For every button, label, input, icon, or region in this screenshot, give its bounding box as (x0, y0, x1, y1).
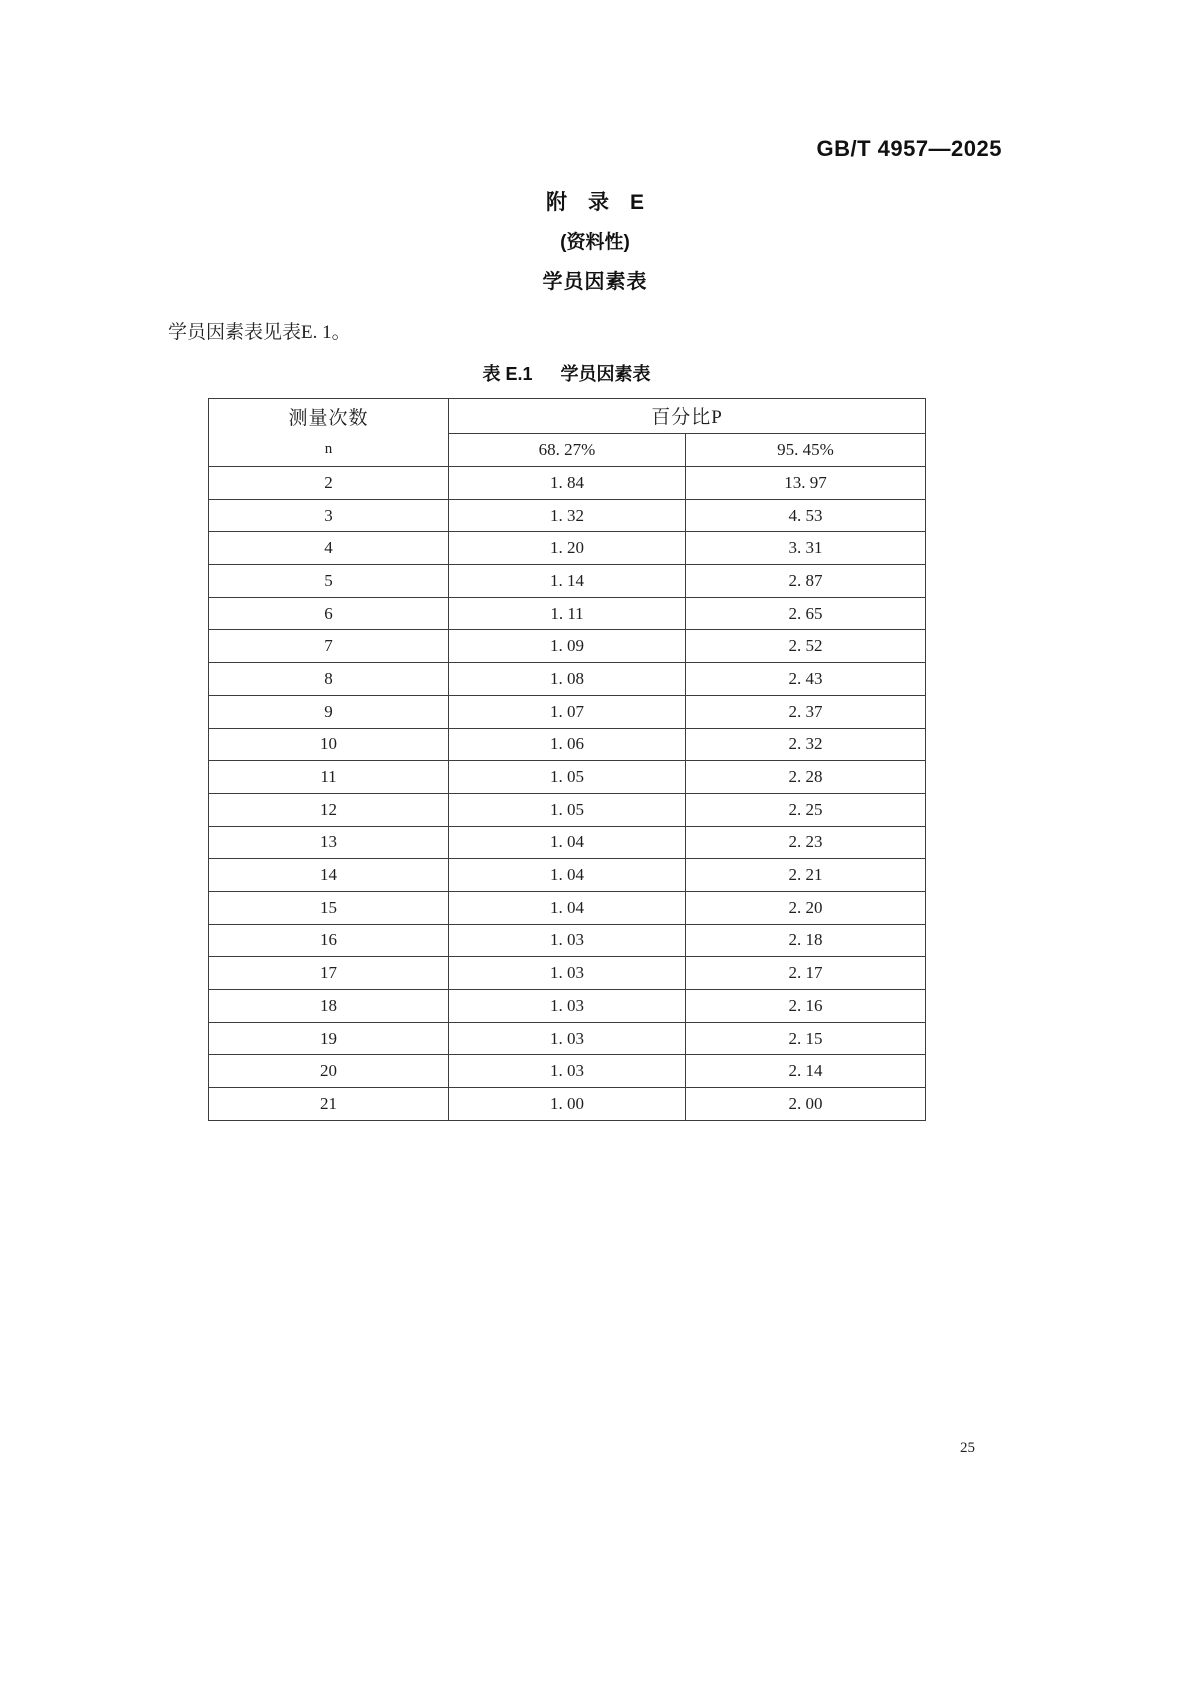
table-row (209, 793, 926, 826)
table-cell-p68: 1. 03 (449, 1022, 686, 1055)
table-row (209, 499, 926, 532)
table-cell-p68: 1. 05 (449, 761, 686, 794)
table-row (209, 1055, 926, 1088)
table-cell-p68: 1. 04 (449, 859, 686, 892)
table-cell-p68: 1. 14 (449, 565, 686, 598)
table-cell-p68: 1. 03 (449, 957, 686, 990)
appendix-title: 学员因素表 (542, 271, 648, 293)
table-cell-n: 15 (209, 891, 449, 924)
table-cell-p95: 2. 23 (686, 826, 926, 859)
table-cell-n: 18 (209, 990, 449, 1023)
header-measurement-count-label: 测量次数 (288, 407, 369, 429)
table-cell-n: 8 (209, 663, 449, 696)
student-factor-table (208, 398, 926, 1121)
table-row (209, 990, 926, 1023)
header-cell-p68: 68. 27% (449, 433, 686, 467)
table-cell-n: 14 (209, 859, 449, 892)
table-row (209, 532, 926, 565)
table-cell-p68: 1. 08 (449, 663, 686, 696)
table-cell-p68: 1. 05 (449, 793, 686, 826)
table-cell-p95: 2. 21 (686, 859, 926, 892)
table-cell-n: 10 (209, 728, 449, 761)
table-row (209, 728, 926, 761)
table-row (209, 1088, 926, 1121)
table-cell-n: 12 (209, 793, 449, 826)
table-cell-p68: 1. 00 (449, 1088, 686, 1121)
table-row (209, 826, 926, 859)
standard-code: GB/T 4957—2025 (816, 136, 1002, 161)
table-cell-p95: 2. 65 (686, 597, 926, 630)
table-cell-n: 3 (209, 499, 449, 532)
table-cell-p95: 2. 25 (686, 793, 926, 826)
table-cell-p68: 1. 03 (449, 990, 686, 1023)
table-row (209, 1022, 926, 1055)
table-row (209, 597, 926, 630)
header-cell-measurement-count (209, 399, 449, 467)
header-row-1 (209, 399, 926, 434)
table-cell-n: 13 (209, 826, 449, 859)
table-cell-p95: 2. 52 (686, 630, 926, 663)
table-row (209, 859, 926, 892)
table-cell-p68: 1. 03 (449, 924, 686, 957)
table-caption-title: 学员因素表 (560, 364, 651, 384)
table-cell-p68: 1. 06 (449, 728, 686, 761)
table-row (209, 630, 926, 663)
table-row (209, 957, 926, 990)
table-cell-p68: 1. 03 (449, 1055, 686, 1088)
table-caption (208, 360, 925, 386)
table-cell-p95: 13. 97 (686, 467, 926, 500)
appendix-heading: 附 录 E (545, 191, 644, 214)
table-cell-p68: 1. 20 (449, 532, 686, 565)
header-cell-percentage-group: 百分比P (449, 399, 926, 434)
table-cell-n: 20 (209, 1055, 449, 1088)
table-cell-n: 16 (209, 924, 449, 957)
table-cell-p68: 1. 04 (449, 891, 686, 924)
table-cell-p95: 4. 53 (686, 499, 926, 532)
table-cell-p95: 2. 32 (686, 728, 926, 761)
header-n-label: n (324, 441, 333, 457)
table-row (209, 891, 926, 924)
table-cell-p68: 1. 09 (449, 630, 686, 663)
table-cell-n: 4 (209, 532, 449, 565)
table-cell-p95: 2. 28 (686, 761, 926, 794)
table-cell-n: 5 (209, 565, 449, 598)
table-cell-n: 19 (209, 1022, 449, 1055)
header-cell-p95: 95. 45% (686, 433, 926, 467)
table-cell-p95: 2. 14 (686, 1055, 926, 1088)
table-header (209, 399, 926, 467)
table-cell-p95: 2. 20 (686, 891, 926, 924)
table-cell-p95: 2. 17 (686, 957, 926, 990)
table-row (209, 695, 926, 728)
table-cell-p95: 2. 43 (686, 663, 926, 696)
table-cell-p95: 2. 87 (686, 565, 926, 598)
table-cell-p95: 2. 18 (686, 924, 926, 957)
table-body (209, 467, 926, 1121)
table-cell-n: 6 (209, 597, 449, 630)
table-row (209, 467, 926, 500)
table-cell-p95: 2. 16 (686, 990, 926, 1023)
table-cell-p68: 1. 32 (449, 499, 686, 532)
table-cell-p95: 2. 37 (686, 695, 926, 728)
table-cell-n: 7 (209, 630, 449, 663)
page-number: 25 (960, 1440, 975, 1456)
table-cell-p68: 1. 84 (449, 467, 686, 500)
table-row (209, 663, 926, 696)
appendix-classification: (资料性) (560, 232, 630, 253)
table-caption-label: 表 E.1 (482, 364, 533, 384)
table-cell-p95: 2. 15 (686, 1022, 926, 1055)
table-cell-n: 17 (209, 957, 449, 990)
table-cell-p95: 3. 31 (686, 532, 926, 565)
table-cell-p68: 1. 11 (449, 597, 686, 630)
table-cell-p95: 2. 00 (686, 1088, 926, 1121)
table-cell-n: 11 (209, 761, 449, 794)
table-cell-n: 21 (209, 1088, 449, 1121)
table-cell-p68: 1. 07 (449, 695, 686, 728)
intro-paragraph: 学员因素表见表E. 1。 (168, 322, 351, 343)
table-row (209, 565, 926, 598)
table-cell-n: 2 (209, 467, 449, 500)
table-row (209, 761, 926, 794)
table-cell-n: 9 (209, 695, 449, 728)
table-cell-p68: 1. 04 (449, 826, 686, 859)
table-row (209, 924, 926, 957)
